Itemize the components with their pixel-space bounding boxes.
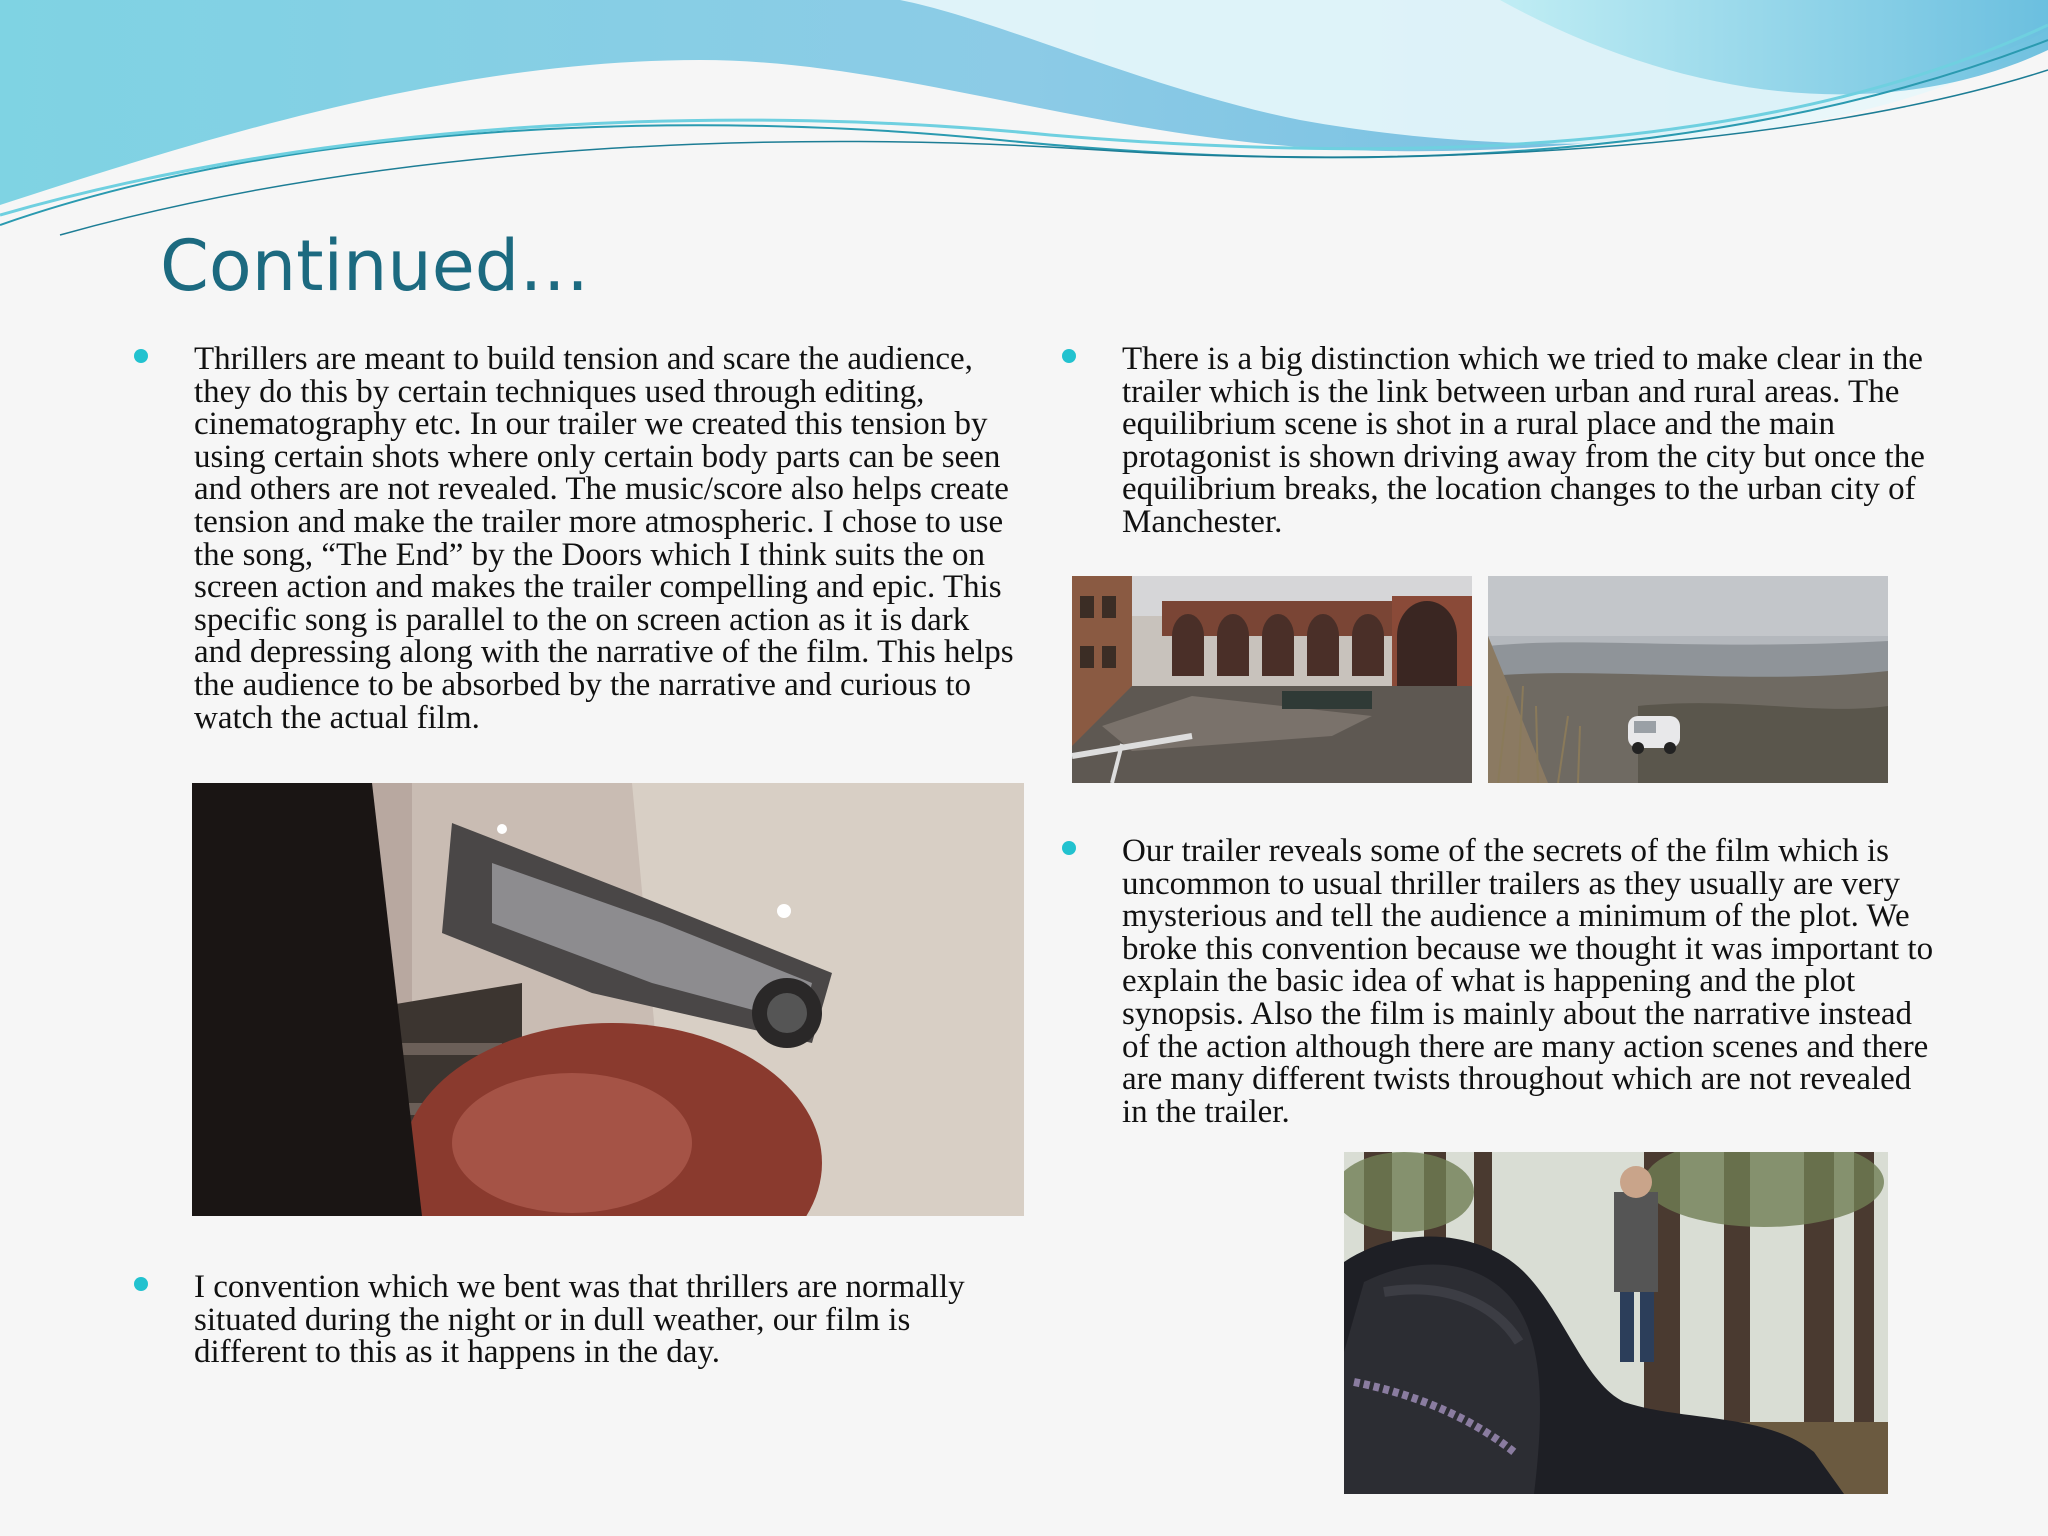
- bullet-text-tension: Thrillers are meant to build tension and scare the audience, they do this by certain techniques used through editing, cinematography etc. In our trailer we created this tension by using certain shots where only certain body parts can be seen and others are not revealed. The music/score also helps create tension and make the trailer more atmospheric. I chose to use the song, “The End” by the Doors which I think suits the on screen action and makes the trailer compelling and epic. This specific song is parallel to the on screen action as it is dark and depressing along with the narrative of the film. This helps the audience to be absorbed by the narrative and curious to watch the actual film.: [194, 341, 1014, 736]
- bullet-icon: [1062, 841, 1076, 855]
- photo-gun-staircase: [192, 783, 1024, 1216]
- photo-woods-bag: [1344, 1152, 1888, 1494]
- header-wave-decoration: [0, 0, 2048, 240]
- bullet-text-daytime: I convention which we bent was that thrillers are normally situated during the night or in dull weather, our film is different to this as it happens in the day.: [194, 1269, 965, 1371]
- bullet-icon: [134, 349, 148, 363]
- bullet-text-secrets: Our trailer reveals some of the secrets of the film which is uncommon to usual thriller trailers as they usually are very mysterious and tell the audience a minimum of the plot. We broke this convention because we thought it was important to explain the basic idea of what is happening and the plot synopsis. Also the film is mainly about the narrative instead of the action although there are many action scenes and there are many different twists throughout which are not revealed in the trailer.: [1122, 833, 1934, 1130]
- bullet-icon: [1062, 349, 1076, 363]
- bullet-icon: [134, 1277, 148, 1291]
- bullet-text-urban-rural: There is a big distinction which we tried to make clear in the trailer which is the link between urban and rural areas. The equilibrium scene is shot in a rural place and the main protagonist is shown driving away from the city but once the equilibrium breaks, the location changes to the urban city of Manchester.: [1122, 341, 1925, 540]
- photo-manchester-canal: [1072, 576, 1472, 783]
- photo-countryside-car: [1488, 576, 1888, 783]
- slide-title: Continued…: [160, 225, 590, 307]
